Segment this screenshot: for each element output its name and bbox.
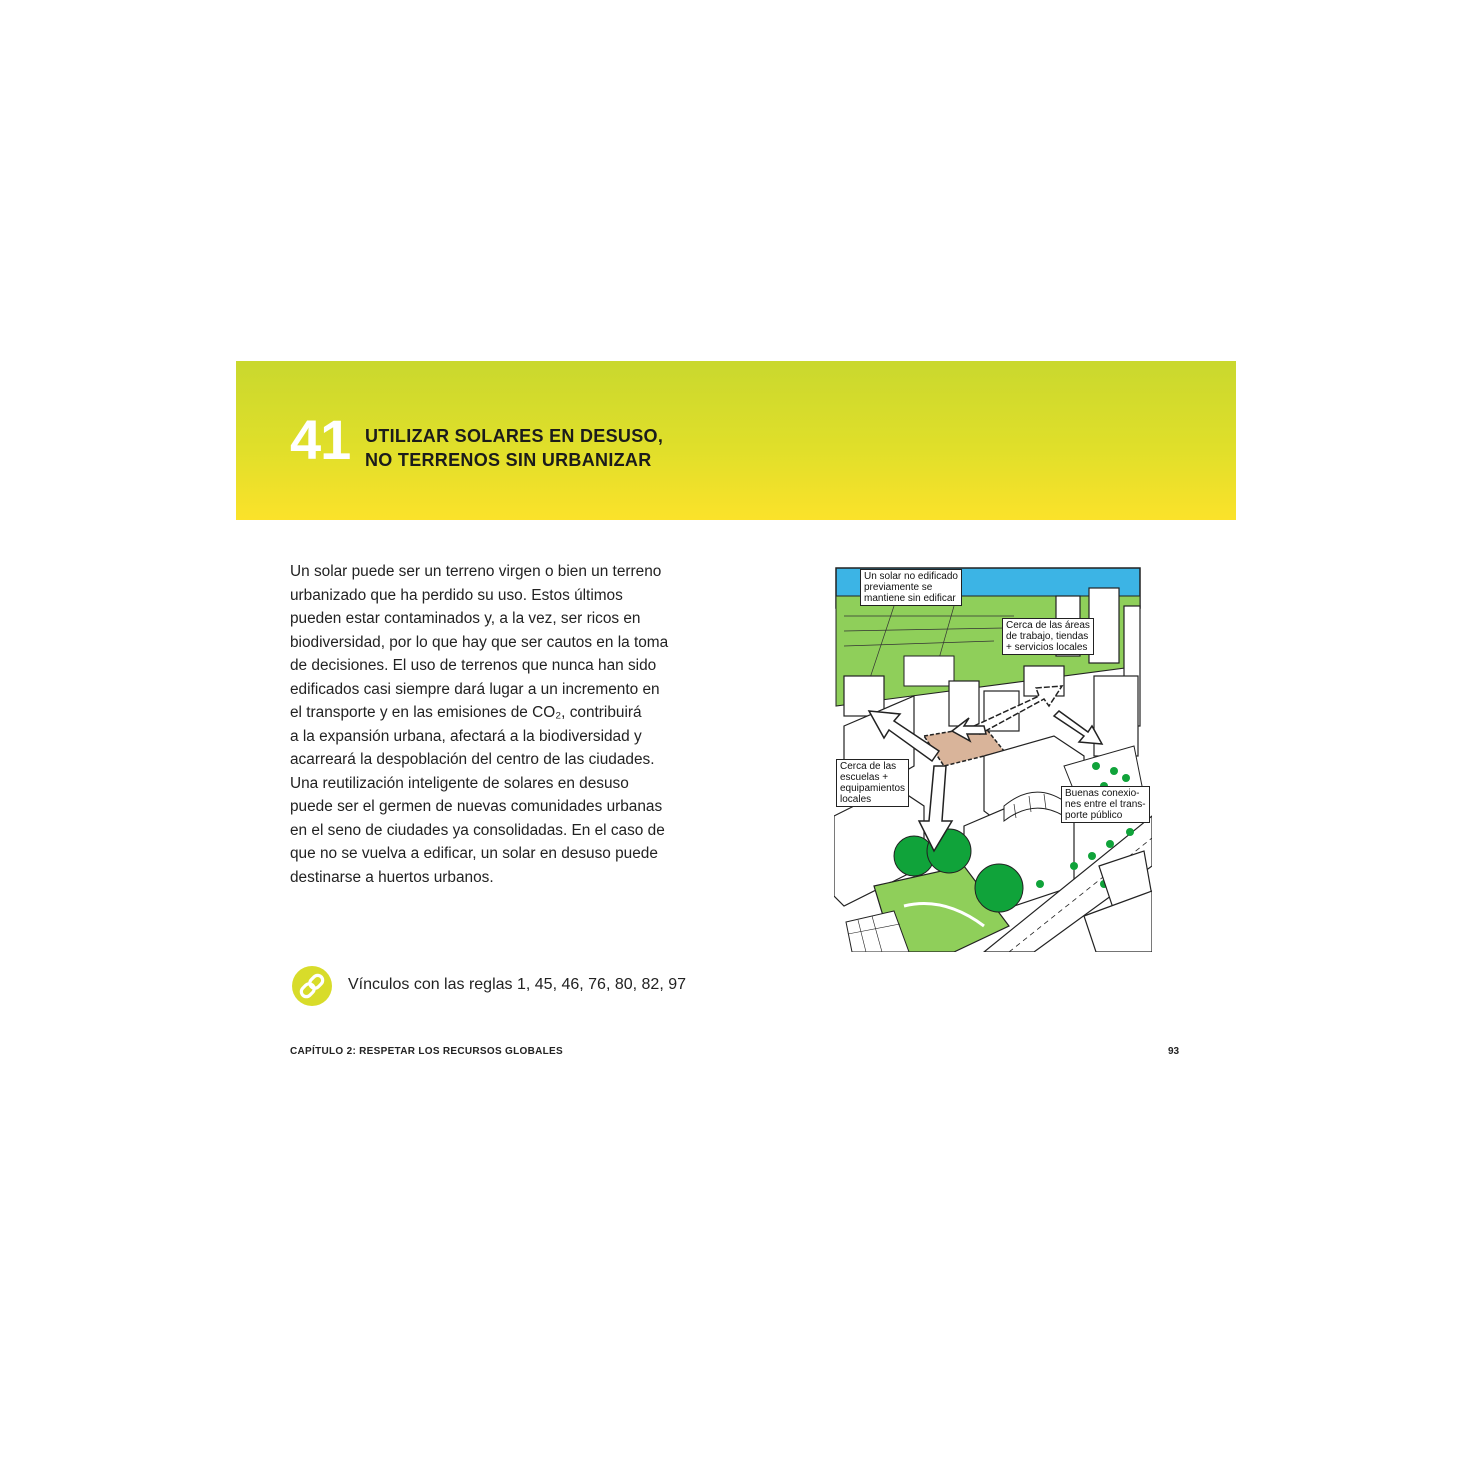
callout-schools: [836, 759, 909, 807]
chain-link-icon-svg: [292, 966, 332, 1006]
callout-solar: [860, 569, 962, 606]
rule-number: 41: [290, 408, 351, 471]
callout-transport: [1061, 786, 1150, 823]
body-paragraph: [290, 560, 690, 889]
callout-line: porte público: [1065, 810, 1123, 821]
body-line: el transporte y en las emisiones de CO₂, contribuirá: [290, 704, 642, 721]
body-line: destinarse a huertos urbanos.: [290, 868, 494, 886]
callout-line: previamente se: [864, 582, 933, 593]
body-line: acarreará la despoblación del centro de las ciudades.: [290, 751, 655, 768]
callout-line: locales: [840, 794, 872, 805]
rule-title-line-1: UTILIZAR SOLARES EN DESUSO,: [365, 426, 664, 446]
body-line: Un solar puede ser un terreno virgen o bien un terreno: [290, 563, 662, 580]
body-line: que no se vuelva a edificar, un solar en desuso puede: [290, 845, 658, 862]
callout-line: Buenas conexio-: [1065, 788, 1140, 799]
callout-work: [1002, 618, 1094, 655]
footer-chapter: CAPÍTULO 2: RESPETAR LOS RECURSOS GLOBALES: [290, 1046, 563, 1057]
callout-line: Cerca de las áreas: [1006, 620, 1090, 631]
chain-link-icon: [292, 966, 332, 1006]
callout-line: de trabajo, tiendas: [1006, 631, 1089, 642]
callout-line: Cerca de las: [840, 761, 897, 772]
body-line: puede ser el germen de nuevas comunidades urbanas: [290, 798, 663, 815]
rule-title: [365, 424, 663, 472]
related-rules-text: Vínculos con las reglas 1, 45, 46, 76, 80, 82, 97: [348, 976, 686, 993]
body-line: biodiversidad, por lo que hay que ser cautos en la toma: [290, 633, 669, 651]
body-line: urbanizado que ha perdido su uso. Estos últimos: [290, 586, 623, 604]
callout-line: escuelas +: [840, 772, 889, 783]
body-line: pueden estar contaminados y, a la vez, ser ricos en: [290, 610, 641, 627]
callout-line: equipamientos: [840, 783, 906, 794]
callout-line: + servicios locales: [1006, 642, 1088, 653]
page-number: 93: [1168, 1046, 1180, 1057]
body-line: en el seno de ciudades ya consolidadas. En el caso de: [290, 821, 665, 839]
callout-line: Un solar no edificado: [864, 571, 958, 582]
body-line: edificados casi siempre dará lugar a un incremento en: [290, 680, 660, 698]
body-line: Una reutilización inteligente de solares en desuso: [290, 774, 629, 792]
body-line: a la expansión urbana, afectará a la biodiversidad y: [290, 727, 642, 745]
body-line: de decisiones. El uso de terrenos que nunca han sido: [290, 657, 657, 674]
callout-line: mantiene sin edificar: [864, 593, 956, 604]
urban-illustration: [834, 566, 1152, 952]
callout-line: nes entre el trans-: [1065, 799, 1146, 810]
rule-title-line-2: NO TERRENOS SIN URBANIZAR: [365, 450, 652, 470]
